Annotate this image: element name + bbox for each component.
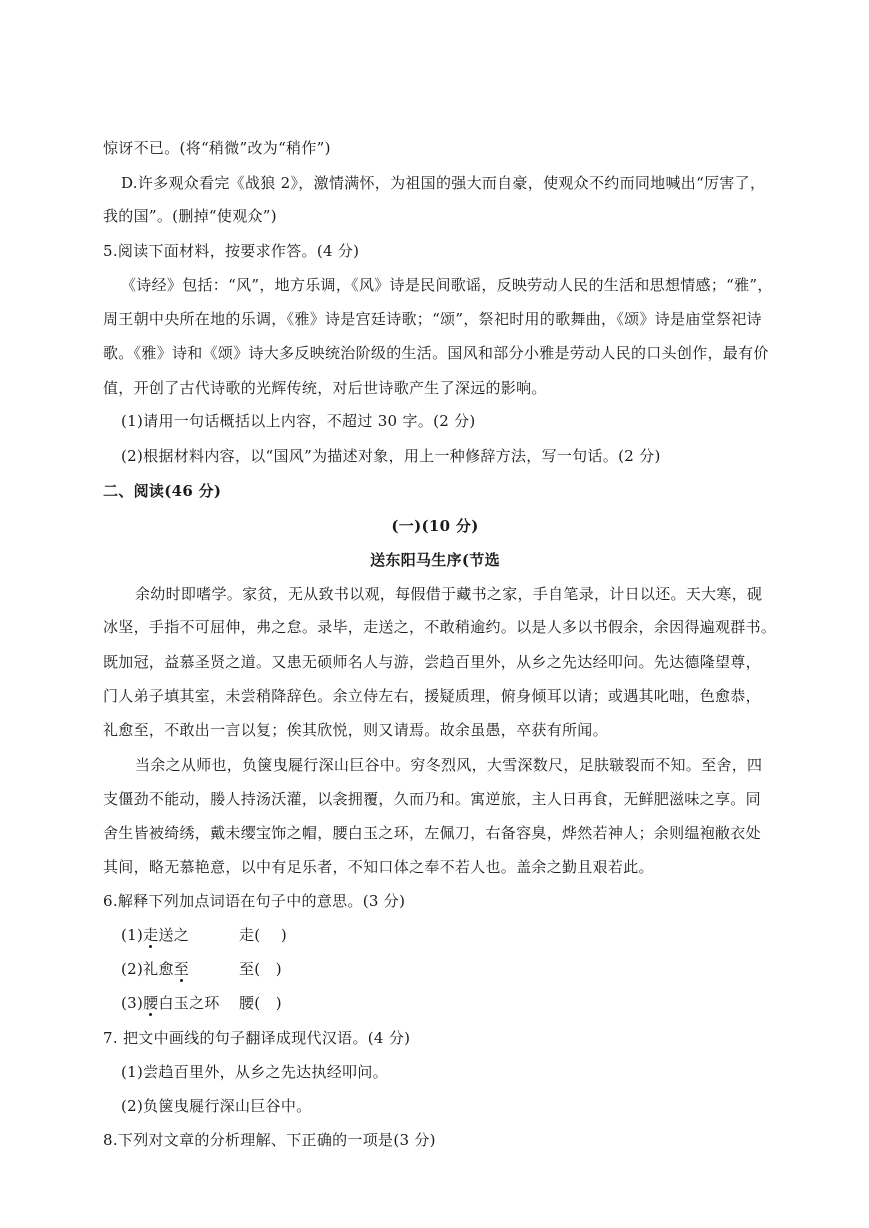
question-5-2: (2)根据材料内容，以“国风”为描述对象，用上一种修辞方法，写一句话。(2 分) [121, 447, 661, 465]
material-line: 《诗经》包括：“风”，地方乐调，《风》诗是民间歌谣，反映劳动人民的生活和思想情感；“雅”， [121, 276, 773, 294]
dotted-word: 腰 [143, 994, 159, 1012]
section-heading: 二、阅读(46 分) [103, 482, 222, 500]
article-line: 余幼时即嗜学。家贫，无从致书以观，每假借于藏书之家，手自笔录，计日以还。天大寒，砚 [135, 585, 763, 603]
answer-blank: 走( ) [239, 926, 287, 944]
answer-blank: 至( ) [239, 960, 282, 978]
article-line: 礼愈至，不敢出一言以复；俟其欣悦，则又请焉。故余虽愚，卒获有所闻。 [103, 721, 608, 739]
article-line: 当余之从师也，负箧曳屣行深山巨谷中。穷冬烈风，大雪深数尺，足肤皲裂而不知。至舍，四 [135, 756, 763, 774]
part-heading: (一)(10 分) [391, 517, 479, 535]
question-6-2: (2)礼愈至 至( ) [121, 960, 282, 978]
question-5-1: (1)请用一句话概括以上内容，不超过 30 字。(2 分) [121, 412, 476, 430]
article-line: 舍生皆被绮绣，戴未缨宝饰之帽，腰白玉之环，左佩刀，右备容臭，烨然若神人；余则缊袍敝衣处 [103, 824, 761, 842]
text-line: 惊讶不已。(将“稍微”改为“稍作”) [103, 139, 331, 157]
article-line: 支僵劲不能动，媵人持汤沃灌，以衾拥覆，久而乃和。寓逆旅，主人日再食，无鲜肥滋味之享。同 [103, 790, 761, 808]
answer-blank: 腰( ) [239, 994, 282, 1012]
article-line: 门人弟子填其室，未尝稍降辞色。余立侍左右，援疑质理，俯身倾耳以请；或遇其叱咄，色愈恭， [103, 687, 761, 705]
text-line: 我的国”。(删掉“使观众”) [103, 207, 277, 225]
question-5: 5.阅读下面材料，按要求作答。(4 分) [103, 242, 360, 260]
question-6-3: (3)腰白玉之环 腰( ) [121, 994, 282, 1012]
material-line: 歌。《雅》诗和《颂》诗大多反映统治阶级的生活。国风和部分小雅是劳动人民的口头创作，最有价 [103, 344, 769, 362]
dotted-word: 走 [143, 926, 159, 944]
question-6-1: (1)走送之 走( ) [121, 926, 287, 944]
question-8: 8.下列对文章的分析理解、下正确的一项是(3 分) [103, 1131, 436, 1149]
question-7: 7. 把文中画线的句子翻译成现代汉语。(4 分) [103, 1029, 411, 1047]
article-title: 送东阳马生序(节选 [370, 551, 500, 569]
article-line: 既加冠，益慕圣贤之道。又患无硕师名人与游，尝趋百里外，从乡之先达经叩问。先达德隆望尊， [103, 653, 761, 671]
material-line: 值，开创了古代诗歌的光辉传统，对后世诗歌产生了深远的影响。 [103, 379, 547, 397]
article-line: 其间，略无慕艳意，以中有足乐者，不知口体之奉不若人也。盖余之勤且艰若此。 [103, 858, 654, 876]
dotted-word: 至 [173, 960, 190, 978]
material-line: 周王朝中央所在地的乐调，《雅》诗是宫廷诗歌；“颂”，祭祀时用的歌舞曲，《颂》诗是庙堂祭祀诗 [103, 310, 762, 328]
option-d-line: D.许多观众看完《战狼 2》，激情满怀，为祖国的强大而自豪，使观众不约而同地喊出“厉害了， [121, 174, 766, 192]
question-7-2: (2)负箧曳屣行深山巨谷中。 [121, 1097, 312, 1115]
article-line: 冰坚，手指不可屈伸，弗之怠。录毕，走送之，不敢稍逾约。以是人多以书假余，余因得遍观群书。 [103, 618, 777, 636]
question-6: 6.解释下列加点词语在句子中的意思。(3 分) [103, 892, 406, 910]
question-7-1: (1)尝趋百里外，从乡之先达执经叩问。 [121, 1063, 388, 1081]
